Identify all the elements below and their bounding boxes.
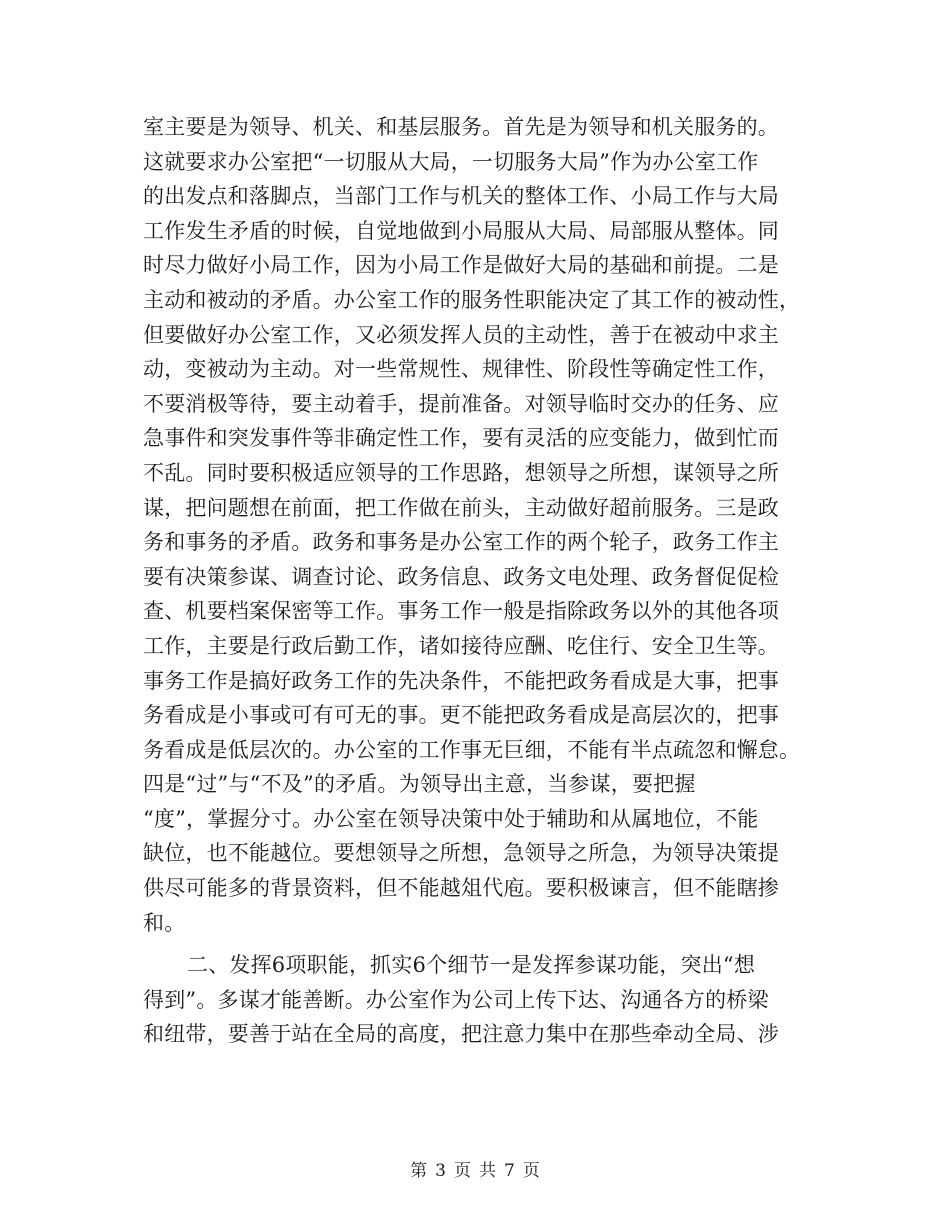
text-line: 二、发挥6项职能，抓实6个细节一是发挥参谋功能，突出“想 [187,953,756,978]
text-line: 但要做好办公室工作，又必须发挥人员的主动性，善于在被动中求主 [143,322,779,347]
text-line: 要有决策参谋、调查讨论、政务信息、政务文电处理、政务督促促检 [143,564,779,589]
text-line: 主动和被动的矛盾。办公室工作的服务性职能决定了其工作的被动性， [143,287,801,312]
footer-total-prefix: 共 [479,1161,496,1181]
text-line: 和。 [143,910,186,935]
text-line: 室主要是为领导、机关、和基层服务。首先是为领导和机关服务的。 [143,115,779,139]
footer-total-pages: 7 [504,1161,515,1181]
text-line: 的出发点和落脚点，当部门工作与机关的整体工作、小局工作与大局 [143,184,779,209]
text-line: 缺位，也不能越位。要想领导之所想，急领导之所急，为领导决策提 [143,841,779,866]
text-line: 时尽力做好小局工作，因为小局工作是做好大局的基础和前提。二是 [143,253,779,278]
text-line: “度”，掌握分寸。办公室在领导决策中处于辅助和从属地位，不能 [143,806,759,831]
paragraph-1 [143,110,803,940]
page-footer [0,1160,950,1182]
text-line: 务看成是低层次的。办公室的工作事无巨细，不能有半点疏忽和懈怠。 [143,737,801,762]
text-line: 这就要求办公室把“一切服从大局，一切服务大局”作为办公室工作 [143,149,759,174]
footer-page-unit: 页 [454,1161,471,1181]
footer-page-number: 3 [435,1161,446,1181]
text-line: 谋，把问题想在前面，把工作做在前头，主动做好超前服务。三是政 [143,495,779,520]
body-text [143,110,803,1052]
text-line: 四是“过”与“不及”的矛盾。为领导出主意，当参谋，要把握 [143,772,696,797]
text-line: 查、机要档案保密等工作。事务工作一般是指除政务以外的其他各项 [143,599,779,624]
paragraph-2 [143,948,803,1052]
text-line: 不要消极等待，要主动着手，提前准备。对领导临时交办的任务、应 [143,391,779,416]
text-line: 得到”。多谋才能善断。办公室作为公司上传下达、沟通各方的桥梁 [143,987,769,1012]
text-line: 急事件和突发事件等非确定性工作，要有灵活的应变能力，做到忙而 [143,426,779,451]
footer-total-unit: 页 [522,1161,540,1181]
footer-prefix: 第 [410,1161,428,1181]
text-line: 务看成是小事或可有可无的事。更不能把政务看成是高层次的，把事 [143,703,779,728]
text-line: 供尽可能多的背景资料，但不能越俎代庖。要积极谏言，但不能瞎掺 [143,876,779,901]
text-line: 务和事务的矛盾。政务和事务是办公室工作的两个轮子，政务工作主 [143,530,779,555]
text-line: 事务工作是搞好政务工作的先决条件，不能把政务看成是大事，把事 [143,668,779,693]
text-line: 和纽带，要善于站在全局的高度，把注意力集中在那些牵动全局、涉 [143,1022,779,1047]
paragraph-spacing [143,940,803,948]
text-line: 工作，主要是行政后勤工作，诸如接待应酬、吃住行、安全卫生等。 [143,633,779,658]
text-line: 动，变被动为主动。对一些常规性、规律性、阶段性等确定性工作， [143,357,779,382]
text-line: 不乱。同时要积极适应领导的工作思路，想领导之所想，谋领导之所 [143,460,779,485]
text-line: 工作发生矛盾的时候，自觉地做到小局服从大局、局部服从整体。同 [143,218,779,243]
